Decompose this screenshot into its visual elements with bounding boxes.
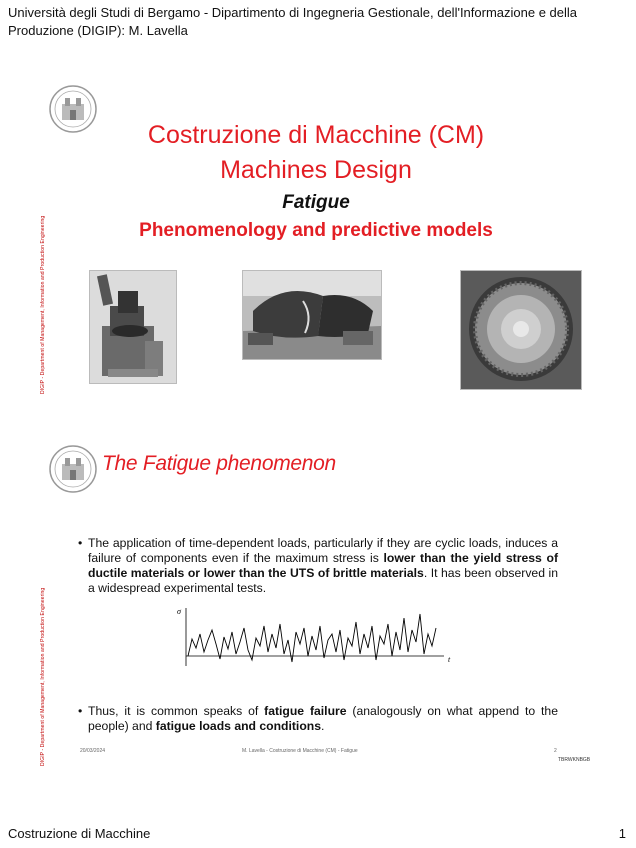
bullet-dot: • [78, 704, 83, 718]
slide2-title: The Fatigue phenomenon [102, 452, 336, 475]
slide2-side-text: DIGIP - Department of Management, Information and Production Engineering [40, 587, 46, 766]
graph-t-label: t [448, 655, 451, 664]
slide1-title-line1: Costruzione di Macchine (CM) [147, 121, 485, 149]
component-photo [89, 270, 177, 384]
bullet-2-text: Thus, it is common speaks of fatigue failure (analogously on what append to the people) and fatigue loads and conditions. [88, 704, 558, 733]
bullet-1-text: The application of time-dependent loads, particularly if they are cyclic loads, induces a failure of components even if the maximum stress is lower than the yield stress of ductile materials or lower than the UTS of brittle materials. It has been observed in a widespread experimental tests. [88, 536, 558, 595]
slide1-title-line2: Machines Design [220, 156, 412, 184]
slide1-side-text: DIGIP - Department of Management, Information and Production Engineering [40, 215, 46, 394]
header-line-1: Università degli Studi di Bergamo - Dipartimento di Ingegneria Gestionale, dell'Informazione e della [8, 5, 578, 20]
page-header [8, 4, 628, 40]
page-footer-title: Costruzione di Macchine [8, 826, 151, 841]
slide-2 [34, 444, 598, 774]
slide2-footer-page: 2 [554, 748, 557, 754]
graph-sigma-label: σ [177, 607, 181, 616]
page-number: 1 [618, 826, 626, 841]
slide2-footer-date: 20/03/2024 [80, 748, 106, 754]
slide1-subtitle2: Phenomenology and predictive models [139, 220, 493, 241]
slide2-footer-center: M. Lavella - Costruzione di Macchine (CM) - Fatigue [242, 748, 358, 754]
slide1-subtitle: Fatigue [282, 192, 350, 213]
bullet-dot: • [78, 536, 83, 550]
university-logo [48, 444, 98, 494]
bullet-2 [78, 704, 558, 734]
header-line-2: Produzione (DIGIP): M. Lavella [8, 23, 188, 38]
slide-1 [34, 84, 598, 404]
stress-time-graph [174, 604, 464, 674]
bullet-1 [78, 536, 558, 596]
slide2-footer-code: TBRWKNBGB [558, 757, 591, 763]
fracture-surface-photo [460, 270, 582, 390]
ship-hull-photo [242, 270, 382, 360]
